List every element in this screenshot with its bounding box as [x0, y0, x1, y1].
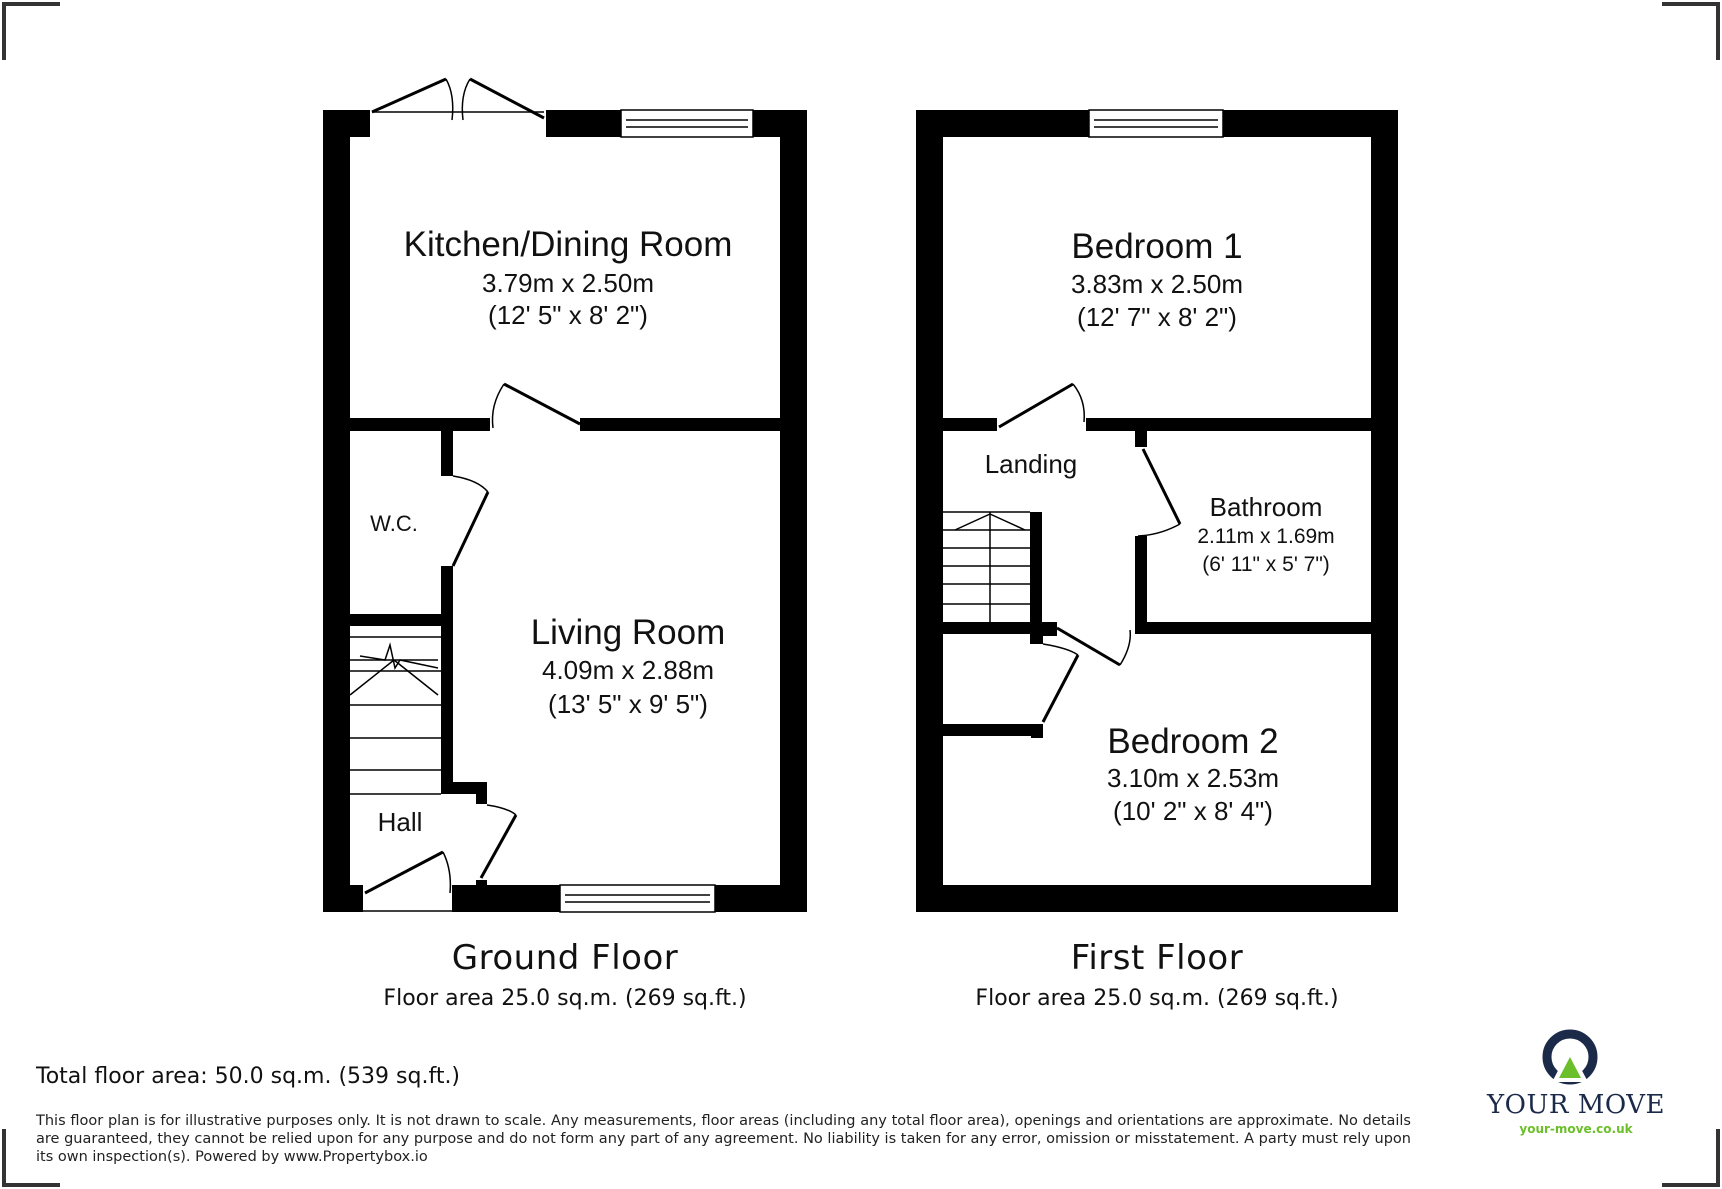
bedroom2-imperial-size: (10' 2" x 8' 4") — [1113, 796, 1273, 826]
living-room-metric-size: 4.09m x 2.88m — [542, 655, 714, 685]
first-floor-plan — [916, 110, 1398, 912]
kitchen-imperial-size: (12' 5" x 8' 2") — [488, 300, 648, 330]
bedroom1-room-name: Bedroom 1 — [1071, 227, 1243, 266]
first-floor-stairs — [943, 512, 1030, 622]
hall-room-name: Hall — [377, 807, 423, 837]
first-floor-title: First Floor — [1070, 938, 1244, 978]
bedroom1-imperial-size: (12' 7" x 8' 2") — [1077, 302, 1237, 332]
kitchen-room-name: Kitchen/Dining Room — [403, 225, 733, 264]
bathroom-metric-size: 2.11m x 1.69m — [1197, 525, 1335, 548]
kitchen-metric-size: 3.79m x 2.50m — [482, 268, 654, 298]
first-floor-windows — [1089, 110, 1223, 137]
ground-floor-stairs — [350, 637, 441, 794]
ground-floor-area: Floor area 25.0 sq.m. (269 sq.ft.) — [383, 986, 747, 1011]
living-room-imperial-size: (13' 5" x 9' 5") — [548, 689, 708, 719]
brand-block — [1478, 1028, 1674, 1136]
bathroom-imperial-size: (6' 11" x 5' 7") — [1202, 553, 1330, 576]
bedroom2-room-name: Bedroom 2 — [1107, 722, 1279, 761]
brand-url[interactable]: your-move.co.uk — [1519, 1122, 1633, 1136]
brand-name: YOUR MOVE — [1487, 1090, 1665, 1120]
ground-floor-title: Ground Floor — [451, 938, 679, 978]
wc-room-name: W.C. — [370, 511, 418, 536]
total-floor-area: Total floor area: 50.0 sq.m. (539 sq.ft.) — [36, 1064, 461, 1089]
first-floor-area: Floor area 25.0 sq.m. (269 sq.ft.) — [975, 986, 1339, 1011]
bathroom-room-name: Bathroom — [1209, 492, 1323, 522]
living-room-name: Living Room — [530, 613, 726, 652]
bedroom2-metric-size: 3.10m x 2.53m — [1107, 763, 1279, 793]
ground-floor-plan — [323, 79, 807, 912]
first-floor-doors — [999, 384, 1180, 722]
landing-room-name: Landing — [984, 449, 1078, 479]
bedroom1-metric-size: 3.83m x 2.50m — [1071, 269, 1243, 299]
disclaimer-text: This floor plan is for illustrative purposes only. It is not drawn to scale. Any measurements, floor areas (including any total floor area), openings and orientations are approximate. No details are guaranteed, they cannot be relied upon for any purpose and do not form any part of any agreement. No liability is taken for any error, omission or misstatement. A party must rely upon its own inspection(s). Powered by www.Propertybox.io — [36, 1113, 1411, 1165]
